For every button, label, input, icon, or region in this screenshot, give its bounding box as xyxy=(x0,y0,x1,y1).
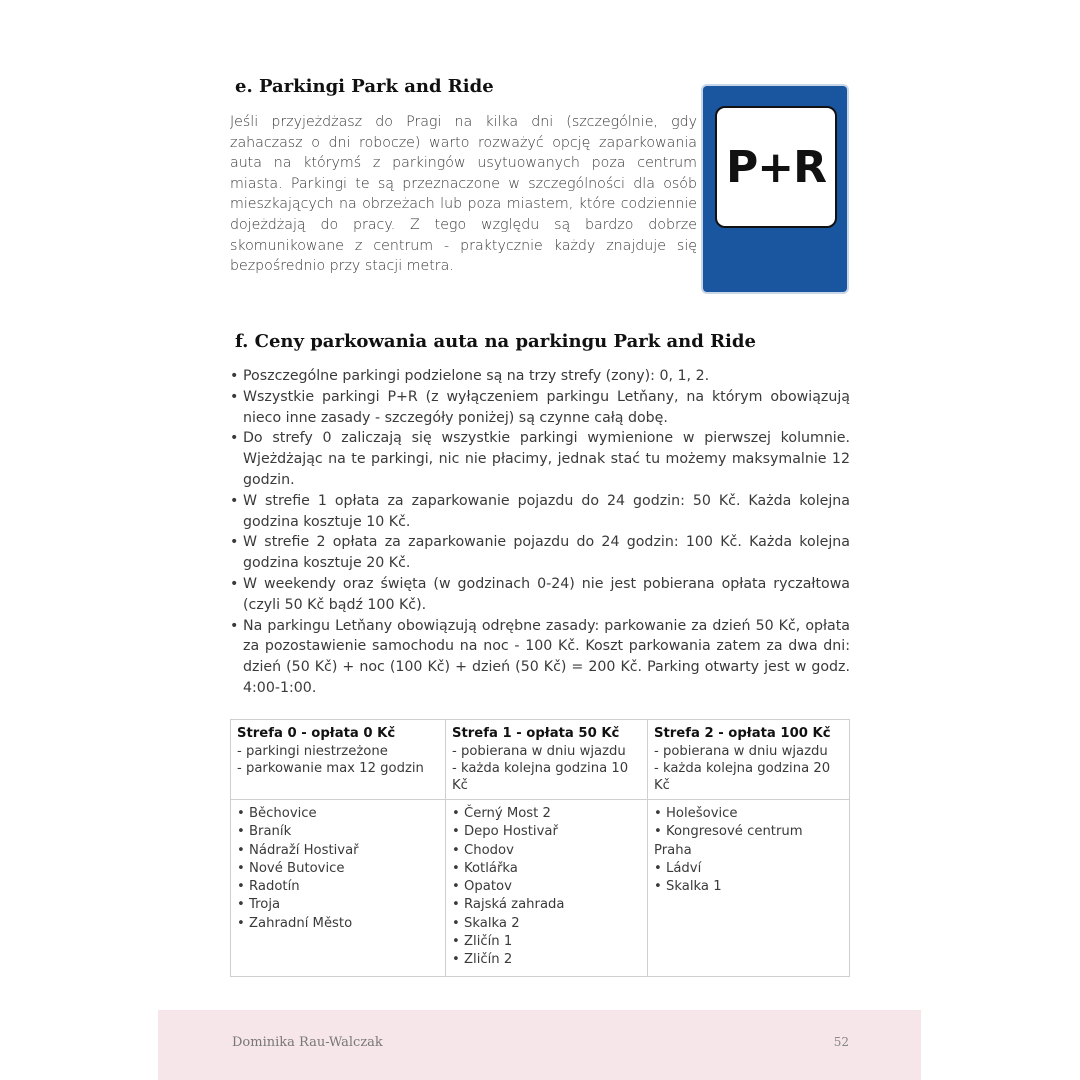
list-item: • W strefie 2 opłata za zaparkowanie pojazdu do 24 godzin: 100 Kč. Każda kolejna godzina kosztuje 20 Kč. xyxy=(230,534,850,572)
park-and-ride-sign-image xyxy=(703,86,847,292)
sign-white-panel xyxy=(715,106,837,228)
zone-0-note: - parkowanie max 12 godzin xyxy=(237,761,424,776)
footer-author: Dominika Rau-Walczak xyxy=(232,1035,383,1050)
zone-0-header xyxy=(231,720,446,800)
parking-item: • Zličín 1 xyxy=(452,934,513,950)
zone-2-note: - pobierana w dniu wjazdu xyxy=(654,744,828,759)
list-item: • Do strefy 0 zaliczają się wszystkie parkingi wymienione w pierwszej kolumnie. Wjeżdżając na te parkingi, nic nie płacimy, jednak stać tu możemy maksymalnie 12 godzin. xyxy=(230,430,850,488)
zone-2-header xyxy=(648,720,850,800)
parking-item: • Skalka 1 xyxy=(654,879,722,895)
table-body-row xyxy=(231,800,850,977)
zone-2-note: - każda kolejna godzina 20 Kč xyxy=(654,761,831,793)
section-e-heading: e. Parkingi Park and Ride xyxy=(235,76,494,97)
list-item: • Na parkingu Letňany obowiązują odrębne zasady: parkowanie za dzień 50 Kč, opłata za pozostawienie samochodu na noc - 100 Kč. Koszt parkowania zatem za dwa dni: dzień (50 Kč) + noc (100 Kč) + dzień (50 Kč) = 200 Kč. Parking otwarty jest w godz. 4:00-1:00. xyxy=(230,617,850,696)
page-number: 52 xyxy=(833,1035,849,1049)
sign-text: P+R xyxy=(726,141,826,193)
parking-item: • Troja xyxy=(237,897,281,913)
page-footer xyxy=(158,1010,921,1080)
parking-item: • Běchovice xyxy=(237,806,317,821)
parking-item: • Kotlářka xyxy=(452,860,518,876)
zone-1-note: - pobierana w dniu wjazdu xyxy=(452,744,626,759)
zone-0-parkings xyxy=(231,800,446,977)
parking-item: • Ládví xyxy=(654,860,702,876)
parking-item: • Chodov xyxy=(452,842,514,858)
zone-0-note: - parkingi niestrzeżone xyxy=(237,744,388,759)
zone-0-title: Strefa 0 - opłata 0 Kč xyxy=(237,726,396,741)
zones-table xyxy=(230,719,850,977)
section-f-heading: f. Ceny parkowania auta na parkingu Park and Ride xyxy=(235,331,756,352)
list-item: • Wszystkie parkingi P+R (z wyłączeniem parkingu Letňany, na którym obowiązują nieco inne zasady - szczegóły poniżej) są czynne całą dobę. xyxy=(230,388,850,426)
parking-item: • Nové Butovice xyxy=(237,860,345,876)
parking-item: • Skalka 2 xyxy=(452,915,520,931)
parking-item: • Opatov xyxy=(452,879,512,895)
zone-1-header xyxy=(446,720,648,800)
parking-item: • Holešovice xyxy=(654,806,738,821)
pricing-bullet-list xyxy=(230,366,850,699)
zone-1-note: - każda kolejna godzina 10 Kč xyxy=(452,761,629,793)
parking-item: • Depo Hostivař xyxy=(452,824,558,840)
table-header-row xyxy=(231,720,850,800)
list-item: • W weekendy oraz święta (w godzinach 0-24) nie jest pobierana opłata ryczałtowa (czyli 50 Kč bądź 100 Kč). xyxy=(230,575,850,613)
parking-item: • Zahradní Město xyxy=(237,915,353,931)
parking-item: • Kongresové centrum Praha xyxy=(654,824,803,858)
list-item: • W strefie 1 opłata za zaparkowanie pojazdu do 24 godzin: 50 Kč. Każda kolejna godzina kosztuje 10 Kč. xyxy=(230,492,850,530)
parking-item: • Nádraží Hostivař xyxy=(237,842,359,858)
zone-2-parkings xyxy=(648,800,850,977)
zone-1-parkings xyxy=(446,800,648,977)
parking-item: • Rajská zahrada xyxy=(452,897,565,913)
list-item: • Poszczególne parkingi podzielone są na trzy strefy (zony): 0, 1, 2. xyxy=(230,368,710,384)
parking-item: • Braník xyxy=(237,824,292,840)
parking-item: • Zličín 2 xyxy=(452,952,513,968)
zone-1-title: Strefa 1 - opłata 50 Kč xyxy=(452,726,620,741)
parking-item: • Radotín xyxy=(237,879,300,895)
zone-2-title: Strefa 2 - opłata 100 Kč xyxy=(654,726,831,741)
section-e-paragraph: Jeśli przyjeżdżasz do Pragi na kilka dni (szczególnie, gdy zahaczasz o dni robocze) warto rozważyć opcję zaparkowania auta na którymś z parkingów usytuowanych poza centrum miasta. Parkingi te są przeznaczone w szczególności dla osób mieszkających na obrzeżach lub poza miastem, które codziennie dojeżdżają do pracy. Z tego względu są bardzo dobrze skomunikowane z centrum - praktycznie każdy znajduje się bezpośrednio przy stacji metra. xyxy=(230,114,697,275)
parking-item: • Černý Most 2 xyxy=(452,806,551,821)
